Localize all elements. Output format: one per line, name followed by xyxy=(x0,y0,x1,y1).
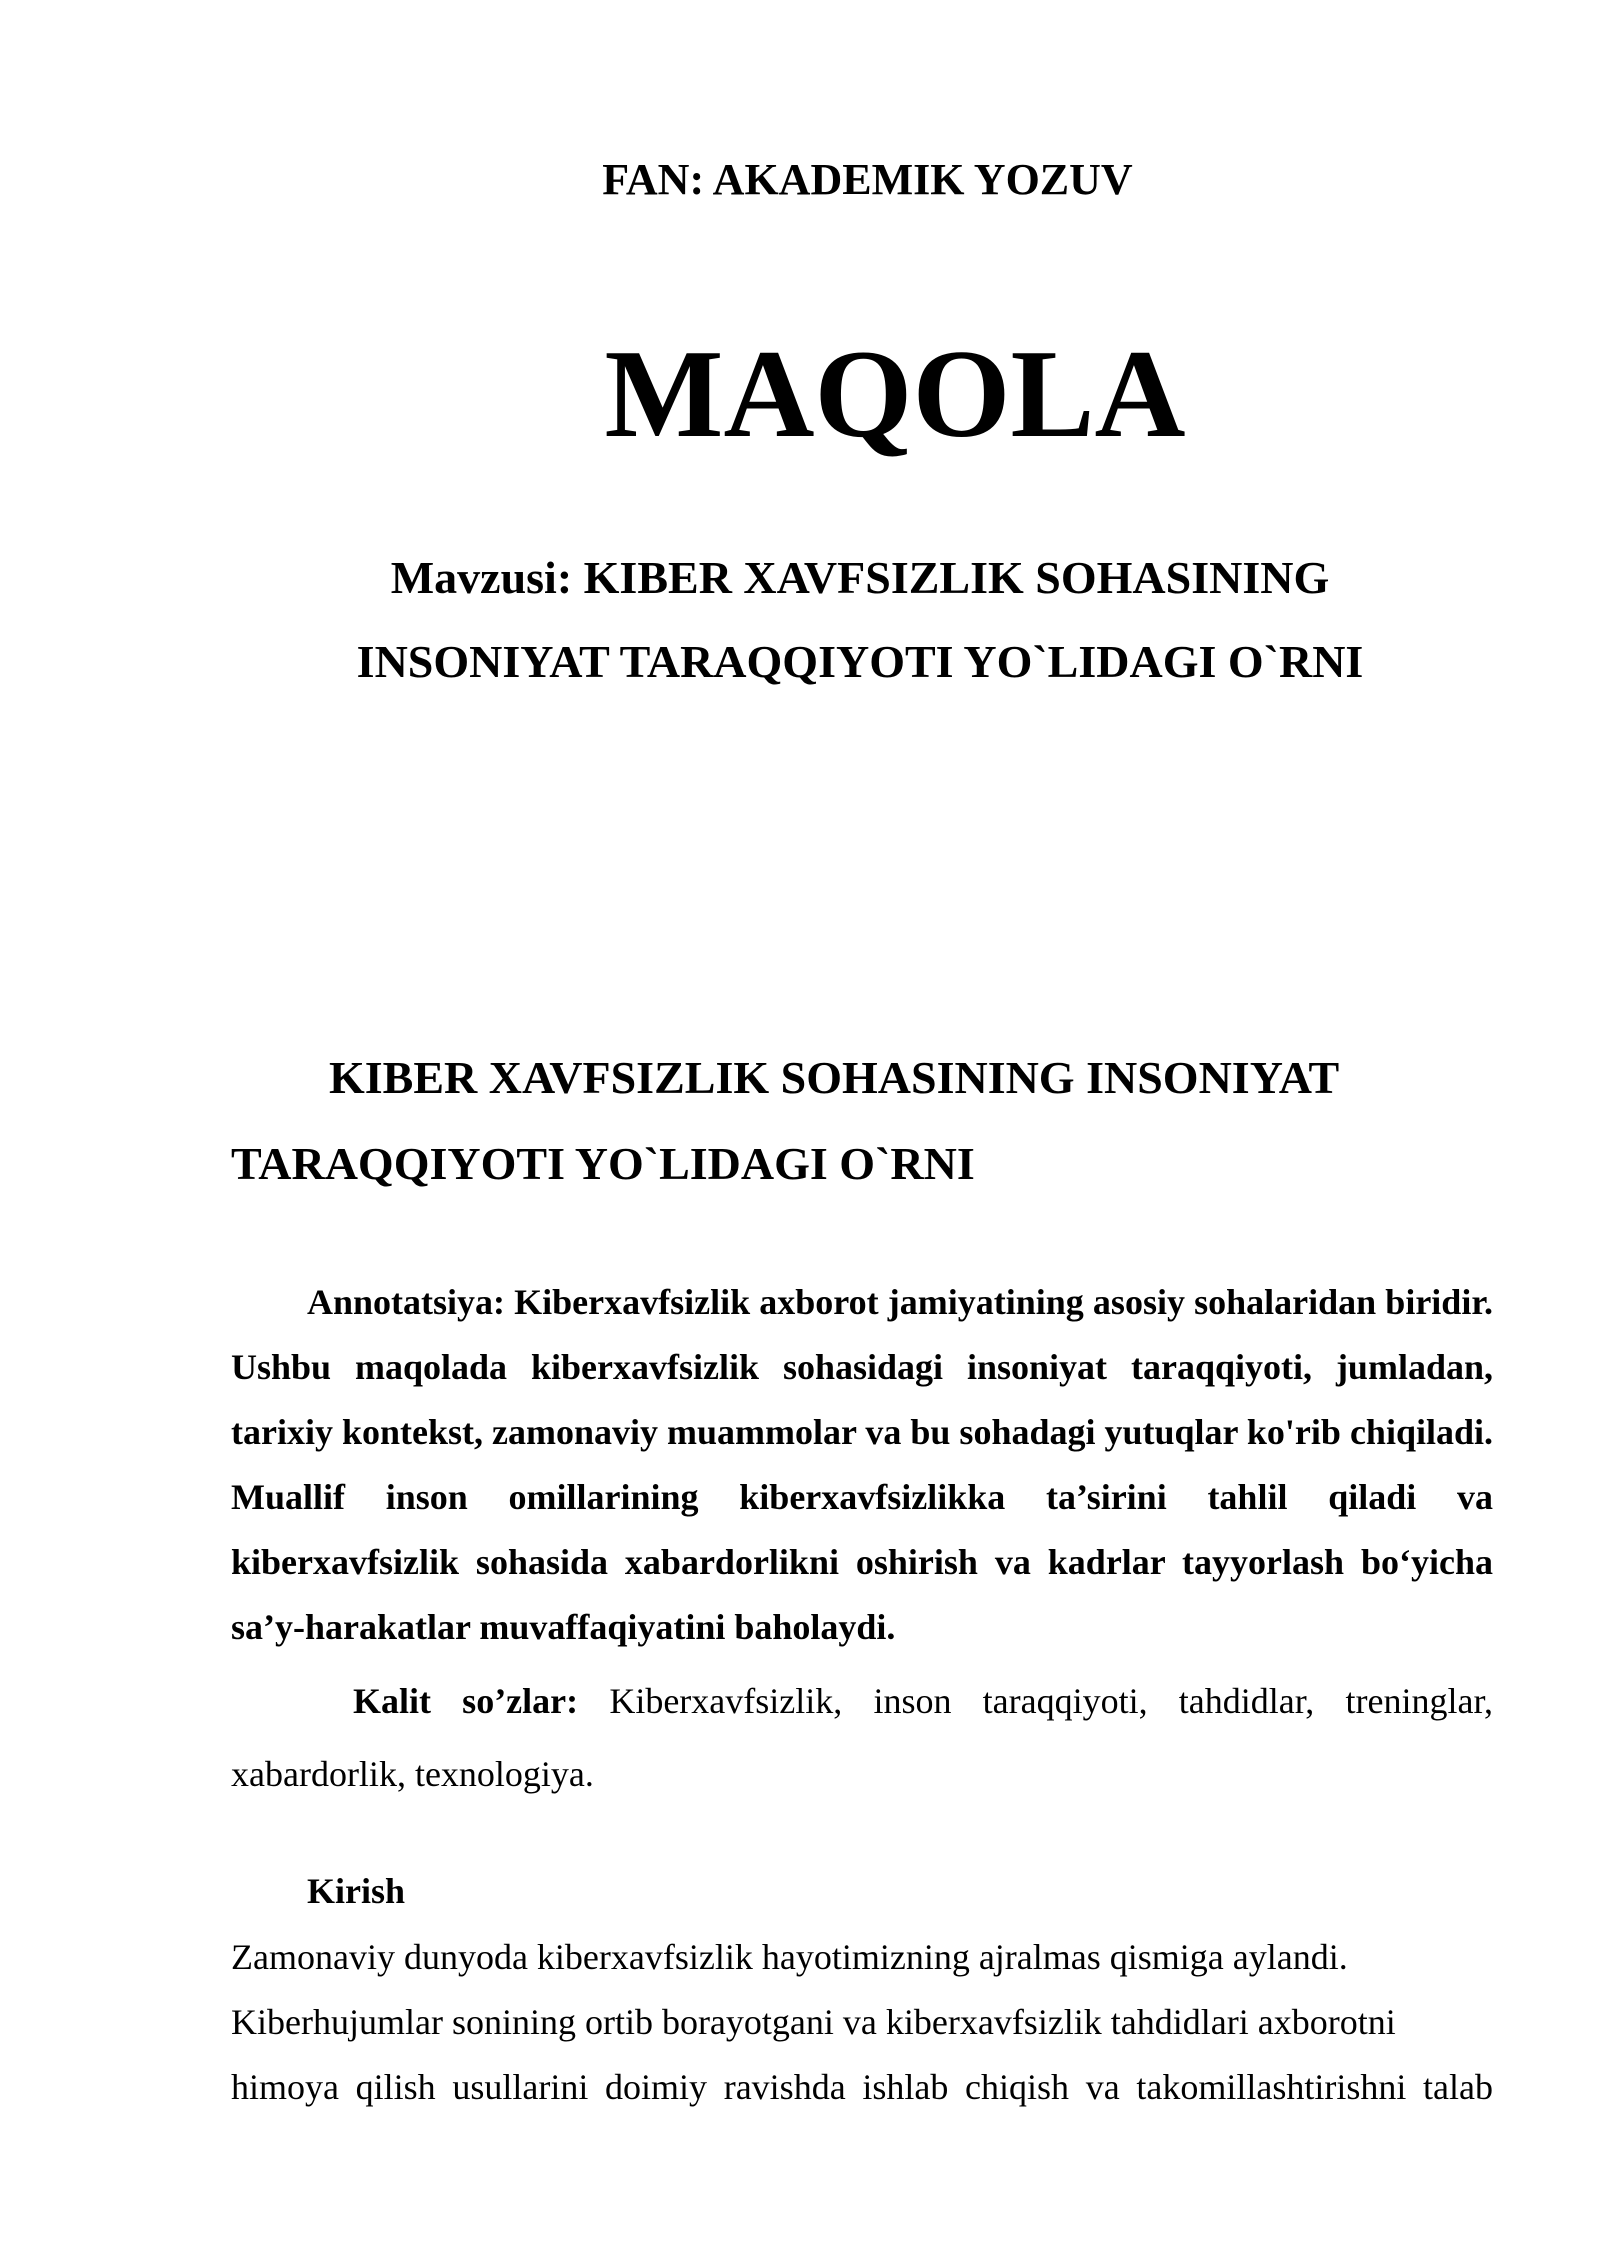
intro-line-1: Zamonaviy dunyoda kiberxavfsizlik hayotimizning ajralmas qismiga aylandi. xyxy=(231,1937,1348,1977)
document-type-title: MAQOLA xyxy=(604,325,1186,464)
introduction-body xyxy=(231,1925,1493,2120)
article-title-line-1: KIBER XAVFSIZLIK SOHASINING INSONIYAT xyxy=(329,1052,1340,1103)
intro-line-3: himoya qilish usullarini doimiy ravishda ishlab chiqish va takomillashtirishni talab xyxy=(231,2067,1493,2107)
keywords-label: Kalit so’zlar: xyxy=(353,1681,579,1721)
topic-heading xyxy=(0,536,1600,704)
topic-line-2: INSONIYAT TARAQQIYOTI YO`LIDAGI O`RNI xyxy=(356,636,1364,687)
article-title-line-2: TARAQQIYOTI YO`LIDAGI O`RNI xyxy=(231,1138,975,1189)
keywords-paragraph xyxy=(231,1665,1493,1811)
abstract-paragraph xyxy=(231,1270,1493,1660)
topic-line-1: Mavzusi: KIBER XAVFSIZLIK SOHASINING xyxy=(390,552,1330,603)
abstract-text: Annotatsiya: Kiberxavfsizlik axborot jamiyatining asosiy sohalaridan biridir. Ushbu maqolada kiberxavfsizlik sohasidagi insoniyat taraqqiyoti, jumladan, tarixiy kontekst, zamonaviy muammolar va bu sohadagi yutuqlar ko'rib chiqiladi. Muallif inson omillarining kiberxavfsizlikka ta’sirini tahlil qiladi va kiberxavfsizlik sohasida xabardorlikni oshirish va kadrlar tayyorlash bo‘yicha sa’y-harakatlar muvaffaqiyatini baholaydi. xyxy=(231,1282,1493,1647)
introduction-heading: Kirish xyxy=(307,1871,406,1911)
keywords-text: Kiberxavfsizlik, inson taraqqiyoti, tahdidlar, treninglar, xabardorlik, texnologiya. xyxy=(231,1681,1493,1794)
article-title xyxy=(231,1035,1491,1207)
intro-line-2: Kiberhujumlar sonining ortib borayotgani va kiberxavfsizlik tahdidlari axborotni xyxy=(231,2002,1396,2042)
course-subject-heading: FAN: AKADEMIK YOZUV xyxy=(602,155,1133,204)
